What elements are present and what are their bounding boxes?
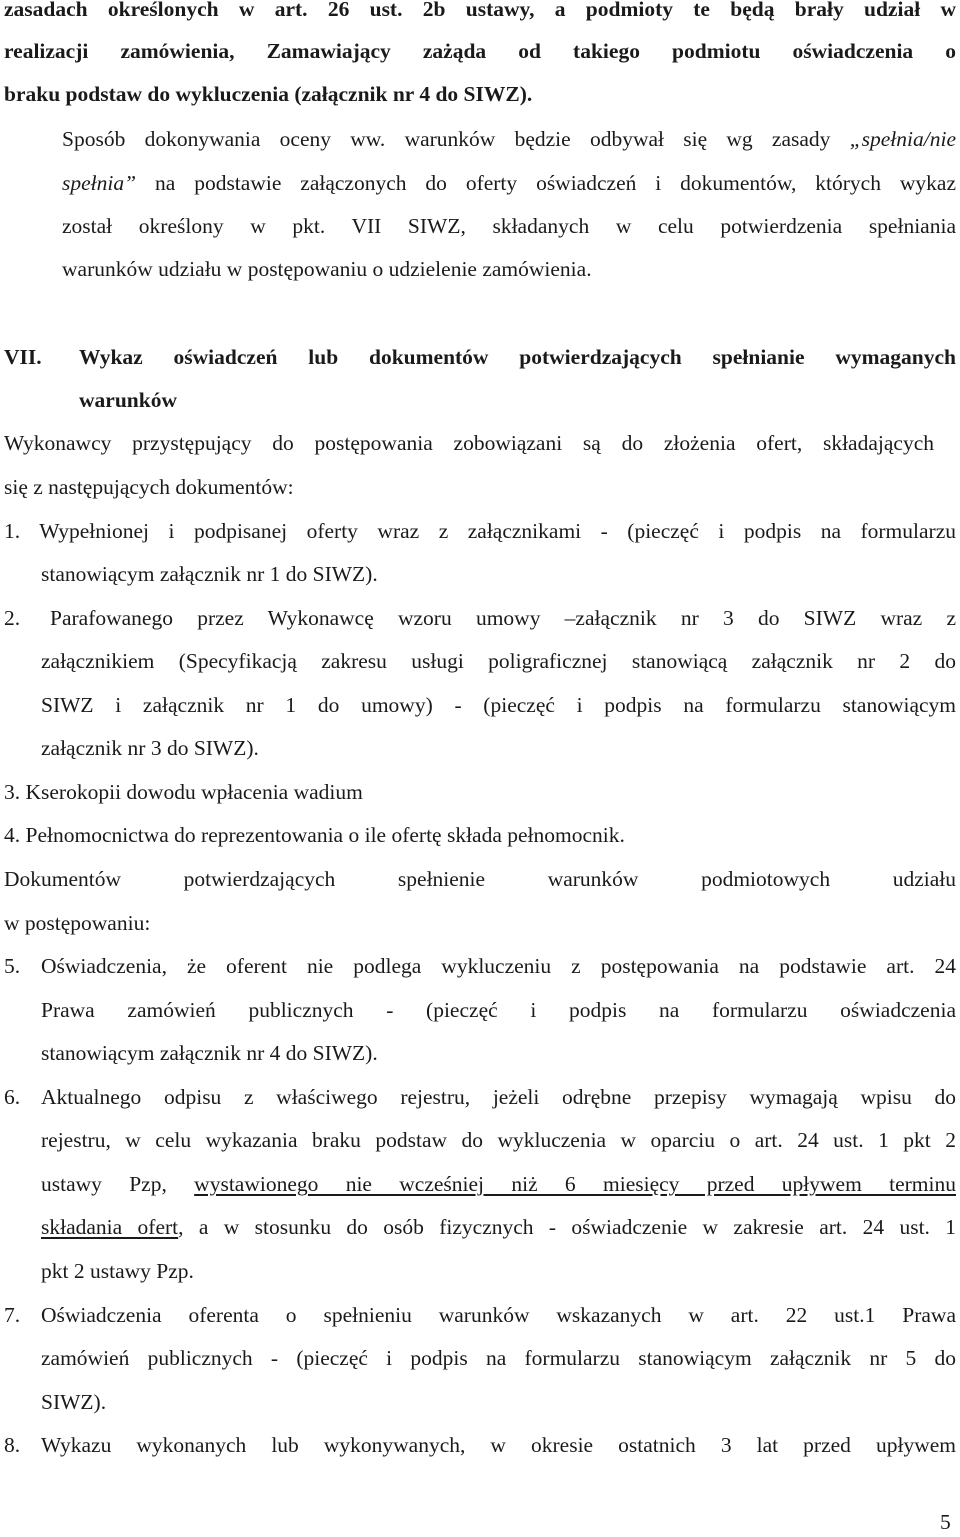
item-7-line-3: SIWZ).	[41, 1390, 107, 1414]
item-6-line-1: Aktualnego odpisu z właściwego rejestru, jeżeli odrębne przepisy wymagają wpisu do	[41, 1085, 956, 1109]
page-number: 5	[940, 1510, 951, 1534]
item-1-line-2: stanowiącym załącznik nr 1 do SIWZ).	[41, 562, 378, 586]
eval-line-4: warunków udziału w postępowaniu o udzielenie zamówienia.	[62, 257, 592, 281]
item-5-line-2: Prawa zamówień publicznych - (pieczęć i podpis na formularzu oświadczenia	[41, 998, 956, 1022]
item-2-line-1: Parafowanego przez Wykonawcę wzoru umowy –załącznik nr 3 do SIWZ wraz z	[50, 606, 956, 630]
item-6-line-2: rejestru, w celu wykazania braku podstaw do wykluczenia w oparciu o art. 24 ust. 1 pkt 2	[41, 1128, 956, 1152]
section-title-line-2: warunków	[79, 388, 177, 412]
item-2-line-4: załącznik nr 3 do SIWZ).	[41, 736, 259, 760]
item-5-number: 5.	[4, 954, 21, 978]
item-2-line-2: załącznikiem (Specyfikacją zakresu usługi poligraficznej stanowiącą załącznik nr 2 do	[41, 649, 956, 673]
sub-heading-line-2: w postępowaniu:	[4, 911, 151, 935]
item-2-number: 2.	[4, 606, 21, 630]
item-8-line-1: Wykazu wykonanych lub wykonywanych, w okresie ostatnich 3 lat przed upływem	[41, 1433, 956, 1457]
item-6-line-4: składania ofert, a w stosunku do osób fizycznych - oświadczenie w zakresie art. 24 ust. 1	[41, 1215, 957, 1239]
item-8-number: 8.	[4, 1433, 21, 1457]
section-number: VII.	[4, 345, 42, 369]
section-lead-line-2: się z następujących dokumentów:	[4, 475, 294, 499]
item-6-line-5: pkt 2 ustawy Pzp.	[41, 1259, 194, 1283]
item-4: 4. Pełnomocnictwa do reprezentowania o ile ofertę składa pełnomocnik.	[4, 823, 625, 847]
item-5-line-3: stanowiącym załącznik nr 4 do SIWZ).	[41, 1041, 378, 1065]
item-7-line-1: Oświadczenia oferenta o spełnieniu warunków wskazanych w art. 22 ust.1 Prawa	[41, 1303, 956, 1327]
section-lead-line-1: Wykonawcy przystępujący do postępowania zobowiązani są do złożenia ofert, składających	[4, 431, 934, 455]
eval-line-2: spełnia” na podstawie załączonych do oferty oświadczeń i dokumentów, których wykaz	[62, 171, 956, 195]
eval-line-1: Sposób dokonywania oceny ww. warunków będzie odbywał się wg zasady „spełnia/nie	[62, 127, 956, 151]
item-6-line-3: ustawy Pzp, wystawionego nie wcześniej niż 6 miesięcy przed upływem terminu	[41, 1172, 956, 1196]
item-5-line-1: Oświadczenia, że oferent nie podlega wykluczeniu z postępowania na podstawie art. 24	[41, 954, 956, 978]
item-6-number: 6.	[4, 1085, 21, 1109]
intro-line-2: realizacji zamówienia, Zamawiający zażąda od takiego podmiotu oświadczenia o	[4, 39, 956, 63]
item-7-line-2: zamówień publicznych - (pieczęć i podpis na formularzu stanowiącym załącznik nr 5 do	[41, 1346, 956, 1370]
eval-line-3: został określony w pkt. VII SIWZ, składanych w celu potwierdzenia spełniania	[62, 214, 956, 238]
item-2-line-3: SIWZ i załącznik nr 1 do umowy) - (pieczęć i podpis na formularzu stanowiącym	[41, 693, 956, 717]
item-1-line-1: 1. Wypełnionej i podpisanej oferty wraz z załącznikami - (pieczęć i podpis na formularzu	[4, 519, 956, 543]
item-3: 3. Kserokopii dowodu wpłacenia wadium	[4, 780, 363, 804]
item-7-number: 7.	[4, 1303, 21, 1327]
section-title-line-1: Wykaz oświadczeń lub dokumentów potwierdzających spełnianie wymaganych	[79, 345, 956, 369]
intro-line-1: zasadach określonych w art. 26 ust. 2b ustawy, a podmioty te będą brały udział w	[4, 0, 956, 21]
intro-line-3: braku podstaw do wykluczenia (załącznik nr 4 do SIWZ).	[4, 82, 533, 106]
sub-heading-line-1: Dokumentów potwierdzających spełnienie warunków podmiotowych udziału	[4, 867, 956, 891]
